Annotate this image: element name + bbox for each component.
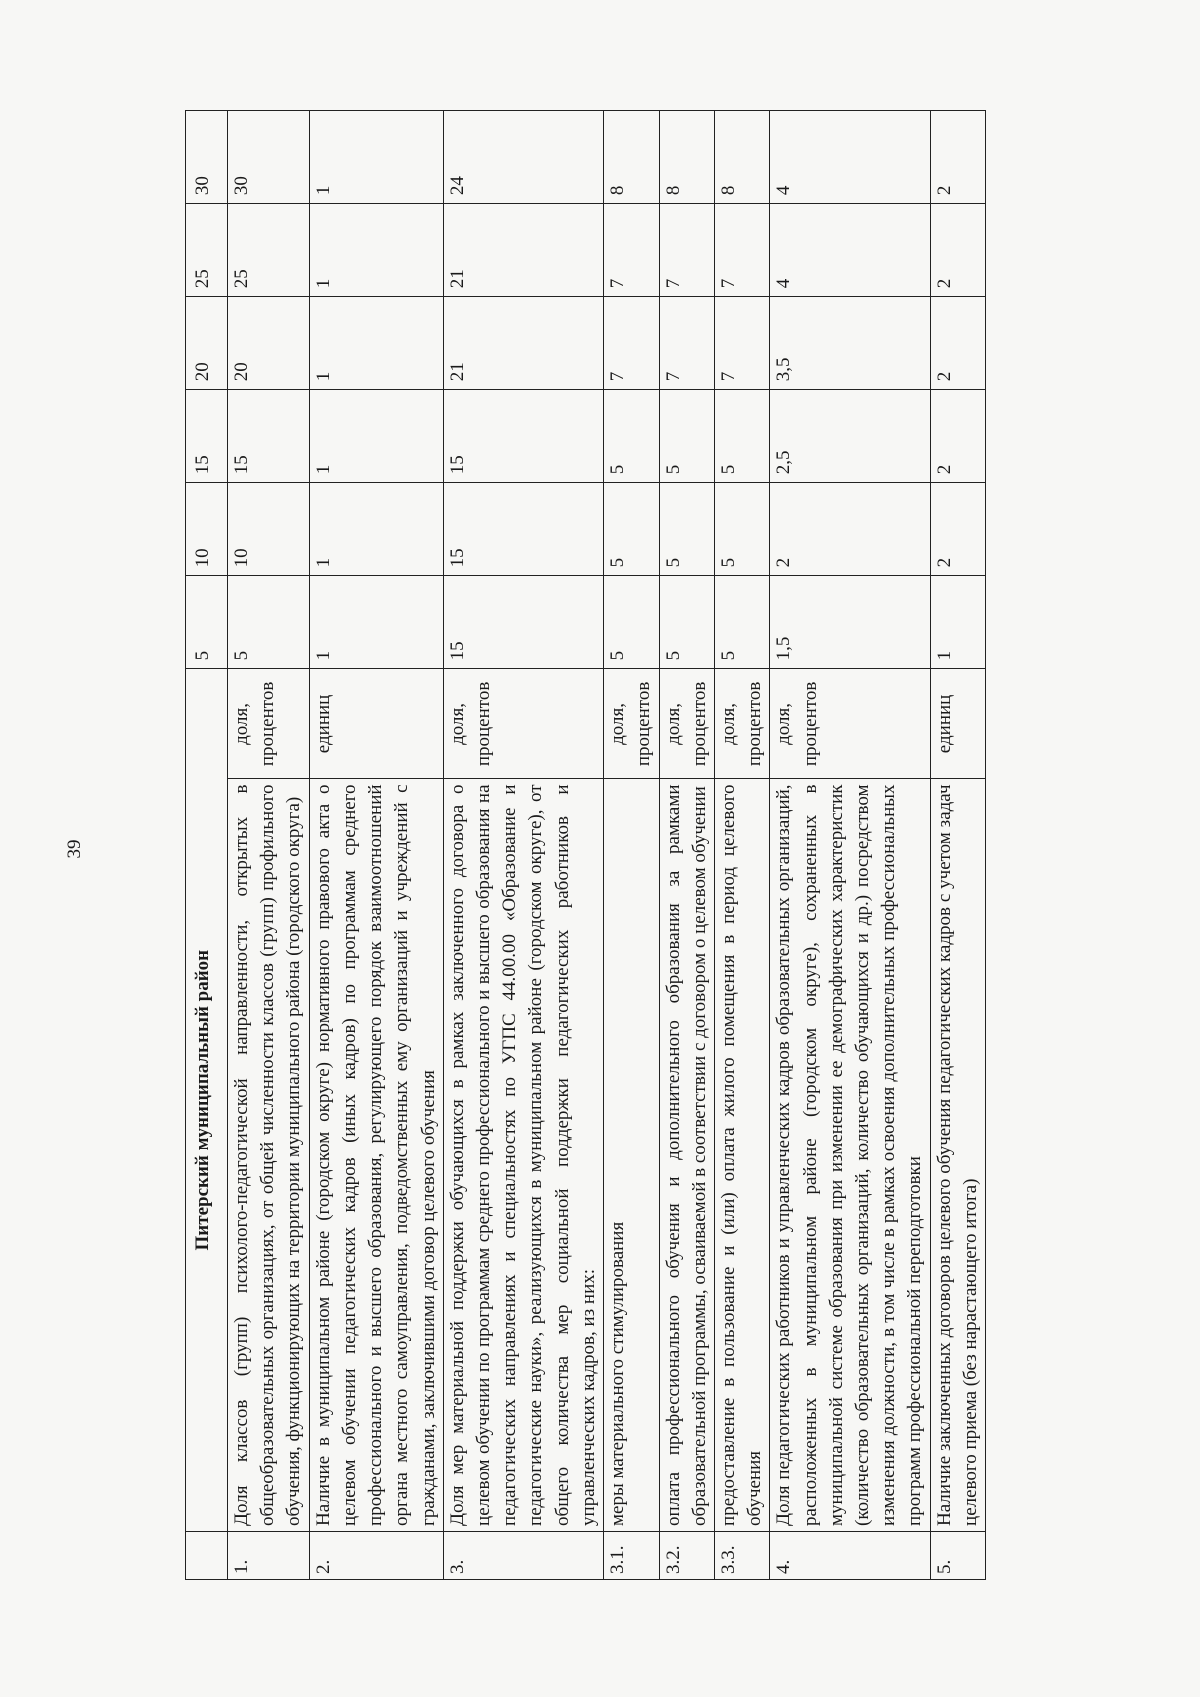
indicator-name: Доля педагогических работников и управленческих кадров образовательных организаций, расположенных в муниципальном районе (городском округе), сохраненных в муниципальной системе образования при изменении ее демографических характеристик (количество образовательных организаций, количество обучающихся и др.) посредством изменения должности, в том числе в рамках освоения дополнительных профессиональных программ профессиональной переподготовки <box>770 779 930 1532</box>
indicator-value: 10 <box>228 483 310 576</box>
unit-of-measure: единиц <box>309 669 443 779</box>
page-number: 39 <box>64 839 85 859</box>
table-row <box>930 111 985 1580</box>
region-title: Питерский муниципальный район <box>186 669 228 1532</box>
indicator-value: 5 <box>714 390 769 483</box>
unit-of-measure: доля, процентов <box>770 669 930 779</box>
indicator-value: 2,5 <box>770 390 930 483</box>
year-header: 15 <box>186 390 228 483</box>
indicator-value: 8 <box>714 111 769 204</box>
indicator-name: Доля классов (групп) психолого-педагогической направленности, открытых в общеобразовательных организациях, от общей численности классов (групп) профильного обучения, функционирующих на территории муниципального района (городского округа) <box>228 779 310 1532</box>
row-number: 3.2. <box>659 1531 714 1579</box>
unit-of-measure: доля, процентов <box>659 669 714 779</box>
indicator-value: 7 <box>659 204 714 297</box>
year-header: 25 <box>186 204 228 297</box>
indicator-name: меры материального стимулирования <box>604 779 659 1532</box>
unit-of-measure: единиц <box>930 669 985 779</box>
year-header: 20 <box>186 297 228 390</box>
table-row <box>659 111 714 1580</box>
indicator-value: 30 <box>228 111 310 204</box>
row-number: 1. <box>228 1531 310 1579</box>
indicator-value: 2 <box>930 204 985 297</box>
indicator-value: 1 <box>309 204 443 297</box>
indicator-value: 7 <box>714 204 769 297</box>
indicator-value: 2 <box>930 111 985 204</box>
indicator-name: предоставление в пользование и (или) оплата жилого помещения в период целевого обучения <box>714 779 769 1532</box>
unit-of-measure: доля, процентов <box>604 669 659 779</box>
indicator-value: 7 <box>714 297 769 390</box>
unit-of-measure: доля, процентов <box>443 669 603 779</box>
indicator-value: 8 <box>604 111 659 204</box>
table-row <box>714 111 769 1580</box>
region-header-row <box>186 111 228 1580</box>
year-header: 30 <box>186 111 228 204</box>
indicator-value: 5 <box>604 576 659 669</box>
table-row <box>604 111 659 1580</box>
indicator-name: Наличие в муниципальном районе (городском округе) нормативного правового акта о целевом обучении педагогических кадров (иных кадров) по программам среднего профессионального и высшего образования, регулирующего порядок взаимоотношений органа местного самоуправления, подведомственных ему организаций и учреждений с гражданами, заключившими договор целевого обучения <box>309 779 443 1532</box>
indicator-value: 15 <box>443 390 603 483</box>
indicator-value: 15 <box>443 483 603 576</box>
indicator-value: 5 <box>604 483 659 576</box>
rotated-page-content <box>185 110 1085 1580</box>
year-header: 10 <box>186 483 228 576</box>
indicator-value: 5 <box>659 576 714 669</box>
row-number: 3.1. <box>604 1531 659 1579</box>
indicator-value: 24 <box>443 111 603 204</box>
table-row <box>309 111 443 1580</box>
indicators-table <box>185 110 986 1580</box>
indicator-value: 1 <box>309 390 443 483</box>
indicator-value: 1 <box>309 483 443 576</box>
table-row <box>228 111 310 1580</box>
indicator-value: 4 <box>770 111 930 204</box>
indicator-value: 20 <box>228 297 310 390</box>
indicator-value: 15 <box>228 390 310 483</box>
indicator-value: 2 <box>930 297 985 390</box>
indicator-value: 21 <box>443 204 603 297</box>
indicator-value: 5 <box>714 483 769 576</box>
indicator-value: 2 <box>930 483 985 576</box>
indicator-value: 15 <box>443 576 603 669</box>
indicator-value: 8 <box>659 111 714 204</box>
indicator-name: Доля мер материальной поддержки обучающихся в рамках заключенного договора о целевом обучении по программам среднего профессионального и высшего образования на педагогических направлениях и специальностях по УГПС 44.00.00 «Образование и педагогические науки», реализующихся в муниципальном районе (городском округе), от общего количества мер социальной поддержки педагогических работников и управленческих кадров, из них: <box>443 779 603 1532</box>
indicator-value: 1 <box>930 576 985 669</box>
indicator-value: 3,5 <box>770 297 930 390</box>
row-number: 3.3. <box>714 1531 769 1579</box>
unit-of-measure: доля, процентов <box>714 669 769 779</box>
row-number: 2. <box>309 1531 443 1579</box>
indicator-value: 5 <box>659 483 714 576</box>
indicator-name: Наличие заключенных договоров целевого обучения педагогических кадров с учетом задач целевого приема (без нарастающего итога) <box>930 779 985 1532</box>
year-header: 5 <box>186 576 228 669</box>
indicator-name: оплата профессионального обучения и дополнительного образования за рамками образовательной программы, осваиваемой в соответствии с договором о целевом обучении <box>659 779 714 1532</box>
indicator-value: 1 <box>309 297 443 390</box>
indicator-value: 5 <box>228 576 310 669</box>
indicator-value: 7 <box>604 297 659 390</box>
indicator-value: 21 <box>443 297 603 390</box>
indicator-value: 7 <box>604 204 659 297</box>
indicator-value: 4 <box>770 204 930 297</box>
table-row <box>770 111 930 1580</box>
table-row <box>443 111 603 1580</box>
indicator-value: 25 <box>228 204 310 297</box>
empty-cell <box>186 1531 228 1579</box>
indicator-value: 2 <box>770 483 930 576</box>
indicator-value: 1 <box>309 111 443 204</box>
row-number: 4. <box>770 1531 930 1579</box>
indicator-value: 7 <box>659 297 714 390</box>
indicator-value: 1,5 <box>770 576 930 669</box>
indicator-value: 5 <box>659 390 714 483</box>
row-number: 3. <box>443 1531 603 1579</box>
row-number: 5. <box>930 1531 985 1579</box>
indicator-value: 5 <box>714 576 769 669</box>
indicator-value: 5 <box>604 390 659 483</box>
unit-of-measure: доля, процентов <box>228 669 310 779</box>
indicator-value: 1 <box>309 576 443 669</box>
indicator-value: 2 <box>930 390 985 483</box>
